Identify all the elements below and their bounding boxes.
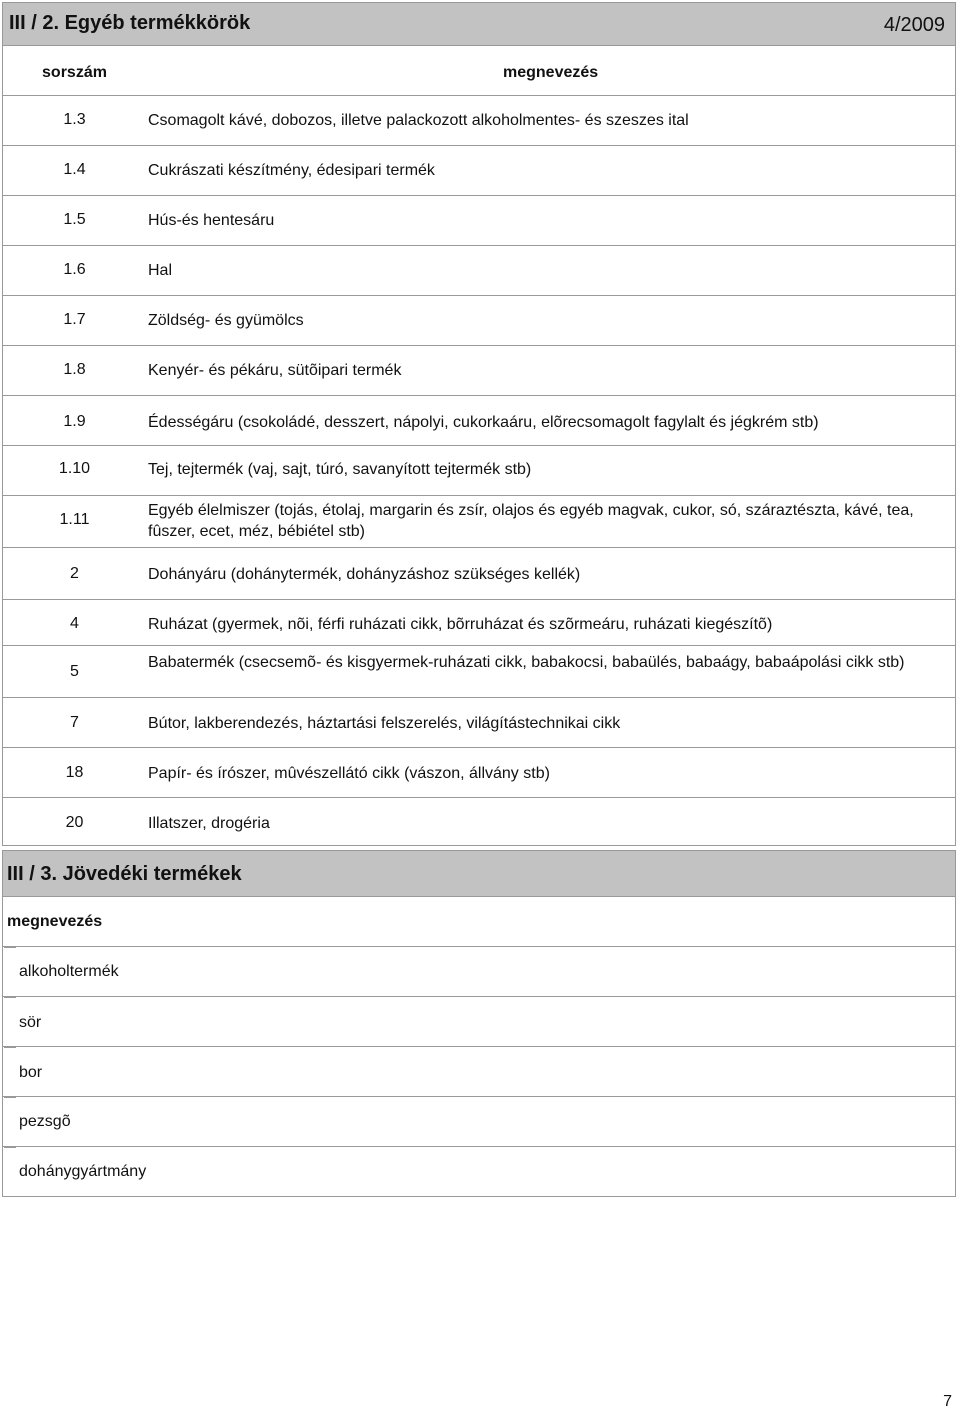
table-row <box>3 146 955 196</box>
row-number: 1.8 <box>63 361 86 378</box>
row-number: 20 <box>65 814 84 831</box>
column-header-name: megnevezés <box>7 913 103 930</box>
table-row <box>3 646 955 698</box>
list-item <box>3 1147 955 1196</box>
table-row <box>3 600 955 646</box>
table-row <box>3 446 955 496</box>
row-number: 1.11 <box>59 511 90 528</box>
row-name: Illatszer, drogéria <box>148 815 270 832</box>
row-number: 18 <box>65 764 84 781</box>
row-number: 4 <box>70 615 79 632</box>
row-number: 1.6 <box>63 261 86 278</box>
tick-mark <box>4 1147 16 1148</box>
table-row <box>3 798 955 845</box>
section-header <box>3 3 955 46</box>
row-number: 1.3 <box>63 111 86 128</box>
row-name: Hal <box>148 262 173 279</box>
row-name: Bútor, lakberendezés, háztartási felszerelés, világítástechnikai cikk <box>148 715 621 732</box>
row-name: Egyéb élelmiszer (tojás, étolaj, margarin és zsír, olajos és egyéb magvak, cukor, só, száraztészta, kávé, tea, fûszer, ecet, méz, bébiétel stb) <box>148 502 914 540</box>
tick-mark <box>4 1097 16 1098</box>
list-item <box>3 1097 955 1147</box>
tick-mark <box>4 947 16 948</box>
row-number: 5 <box>70 663 79 680</box>
row-number: 1.4 <box>63 161 86 178</box>
column-header-number: sorszám <box>42 64 107 81</box>
column-header-row <box>3 897 955 947</box>
table-row <box>3 296 955 346</box>
column-header-name: megnevezés <box>503 64 599 81</box>
section-title: III / 2. Egyéb termékkörök <box>9 12 251 34</box>
row-number: 1.7 <box>63 311 86 328</box>
list-item <box>3 947 955 997</box>
tick-mark <box>4 997 16 998</box>
row-name: Kenyér- és pékáru, sütõipari termék <box>148 362 402 379</box>
row-name: Csomagolt kávé, dobozos, illetve palackozott alkoholmentes- és szeszes ital <box>148 112 689 129</box>
row-number: 1.10 <box>58 460 91 477</box>
row-number: 7 <box>70 714 79 731</box>
row-name: Dohányáru (dohánytermék, dohányzáshoz szükséges kellék) <box>148 566 581 583</box>
table-row <box>3 246 955 296</box>
row-name: Cukrászati készítmény, édesipari termék <box>148 162 435 179</box>
item-name: dohánygyártmány <box>19 1163 147 1180</box>
row-name: Édességáru (csokoládé, desszert, nápolyi, cukorkaáru, elõrecsomagolt fagylalt és jégkrém stb) <box>148 414 819 431</box>
row-number: 1.9 <box>63 413 86 430</box>
list-item <box>3 1047 955 1097</box>
section-other-products <box>2 2 956 846</box>
tick-mark <box>4 1047 16 1048</box>
table-row <box>3 496 955 548</box>
item-name: pezsgõ <box>19 1113 71 1130</box>
row-number: 1.5 <box>63 211 86 228</box>
table-row <box>3 196 955 246</box>
row-name: Hús-és hentesáru <box>148 212 275 229</box>
table-row <box>3 698 955 748</box>
row-name: Ruházat (gyermek, nõi, férfi ruházati cikk, bõrruházat és szõrmeáru, ruházati kiegészítõ) <box>148 616 773 633</box>
list-item <box>3 997 955 1047</box>
section-header <box>3 851 955 897</box>
table-row <box>3 346 955 396</box>
item-name: bor <box>19 1064 43 1081</box>
table-row <box>3 548 955 600</box>
date-label: 4/2009 <box>883 14 945 36</box>
row-name: Papír- és írószer, mûvészellátó cikk (vászon, állvány stb) <box>148 765 550 782</box>
table-row <box>3 396 955 446</box>
row-name: Zöldség- és gyümölcs <box>148 312 304 329</box>
section-excise-products <box>2 850 956 1197</box>
column-header-row <box>3 46 955 96</box>
item-name: sör <box>19 1014 42 1031</box>
row-name: Tej, tejtermék (vaj, sajt, túró, savanyított tejtermék stb) <box>148 461 532 478</box>
page-number: 7 <box>943 1393 952 1410</box>
item-name: alkoholtermék <box>19 963 119 980</box>
table-row <box>3 748 955 798</box>
row-name: Babatermék (csecsemõ- és kisgyermek-ruházati cikk, babakocsi, babaülés, babaágy, babaápolási cikk stb) <box>148 654 905 671</box>
table-row <box>3 96 955 146</box>
section-title: III / 3. Jövedéki termékek <box>7 863 242 885</box>
row-number: 2 <box>70 565 79 582</box>
